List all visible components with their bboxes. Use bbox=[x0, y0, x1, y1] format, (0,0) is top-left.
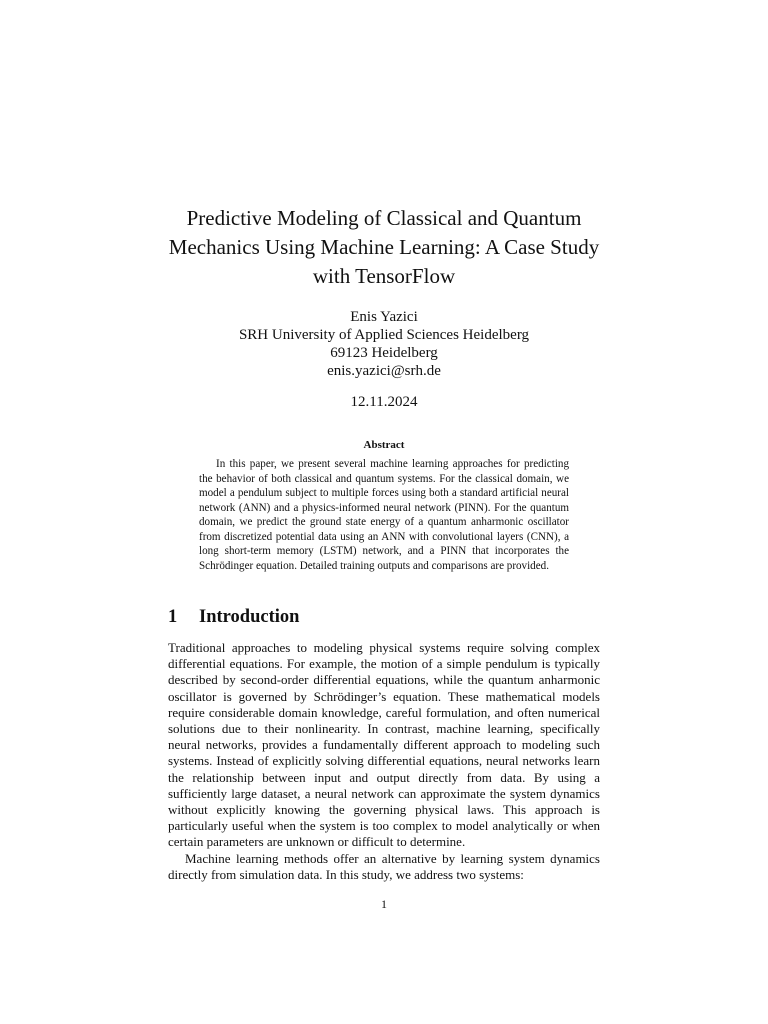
author-name: Enis Yazici bbox=[350, 309, 418, 325]
paper-title: Predictive Modeling of Classical and Quantum Mechanics Using Machine Learning: A Case Study with TensorFlow bbox=[168, 206, 600, 288]
author-city: 69123 Heidelberg bbox=[330, 345, 438, 361]
author-block bbox=[160, 308, 608, 380]
abstract-text: In this paper, we present several machine learning approaches for predicting the behavior of both classical and quantum systems. For the classical domain, we model a pendulum subject to multiple forces using both a standard artificial neural network (ANN) and a physics-informed neural network (PINN). For the quantum domain, we predict the ground state energy of a quantum anharmonic oscillator from discretized potential data using an ANN with convolutional layers (CNN), a long short-term memory (LSTM) network, and a PINN that incorporates the Schrödinger equation. Detailed training outputs and comparisons are provided. bbox=[199, 458, 569, 572]
section-body bbox=[168, 640, 600, 883]
body-paragraph: Machine learning methods offer an alternative by learning system dynamics directly from simulation data. In this study, we address two systems: bbox=[168, 850, 600, 882]
section-title: Introduction bbox=[199, 607, 300, 627]
section-number: 1 bbox=[168, 607, 178, 627]
author-email: enis.yazici@srh.de bbox=[327, 363, 441, 379]
section-heading bbox=[168, 605, 299, 629]
body-paragraph: Traditional approaches to modeling physical systems require solving complex differential equations. For example, the motion of a simple pendulum is typically described by second-order differential equations, while the quantum anharmonic oscillator is governed by Schrödinger’s equation. These mathematical models require considerable domain knowledge, careful formulation, and often numerical solutions due to their nonlinearity. In contrast, machine learning, specifically neural networks, provides a fundamentally different approach to modeling such systems. Instead of explicitly solving differential equations, neural networks learn the relationship between input and output directly from data. By using a sufficiently large dataset, a neural network can approximate the system dynamics without explicitly knowing the governing physical laws. This approach is particularly useful when the system is too complex to model analytically or when certain parameters are unknown or difficult to determine. bbox=[168, 640, 600, 850]
paper-date: 12.11.2024 bbox=[350, 394, 418, 410]
author-affiliation: SRH University of Applied Sciences Heidelberg bbox=[238, 327, 530, 343]
page-number: 1 bbox=[381, 897, 387, 911]
abstract-heading: Abstract bbox=[363, 439, 405, 451]
